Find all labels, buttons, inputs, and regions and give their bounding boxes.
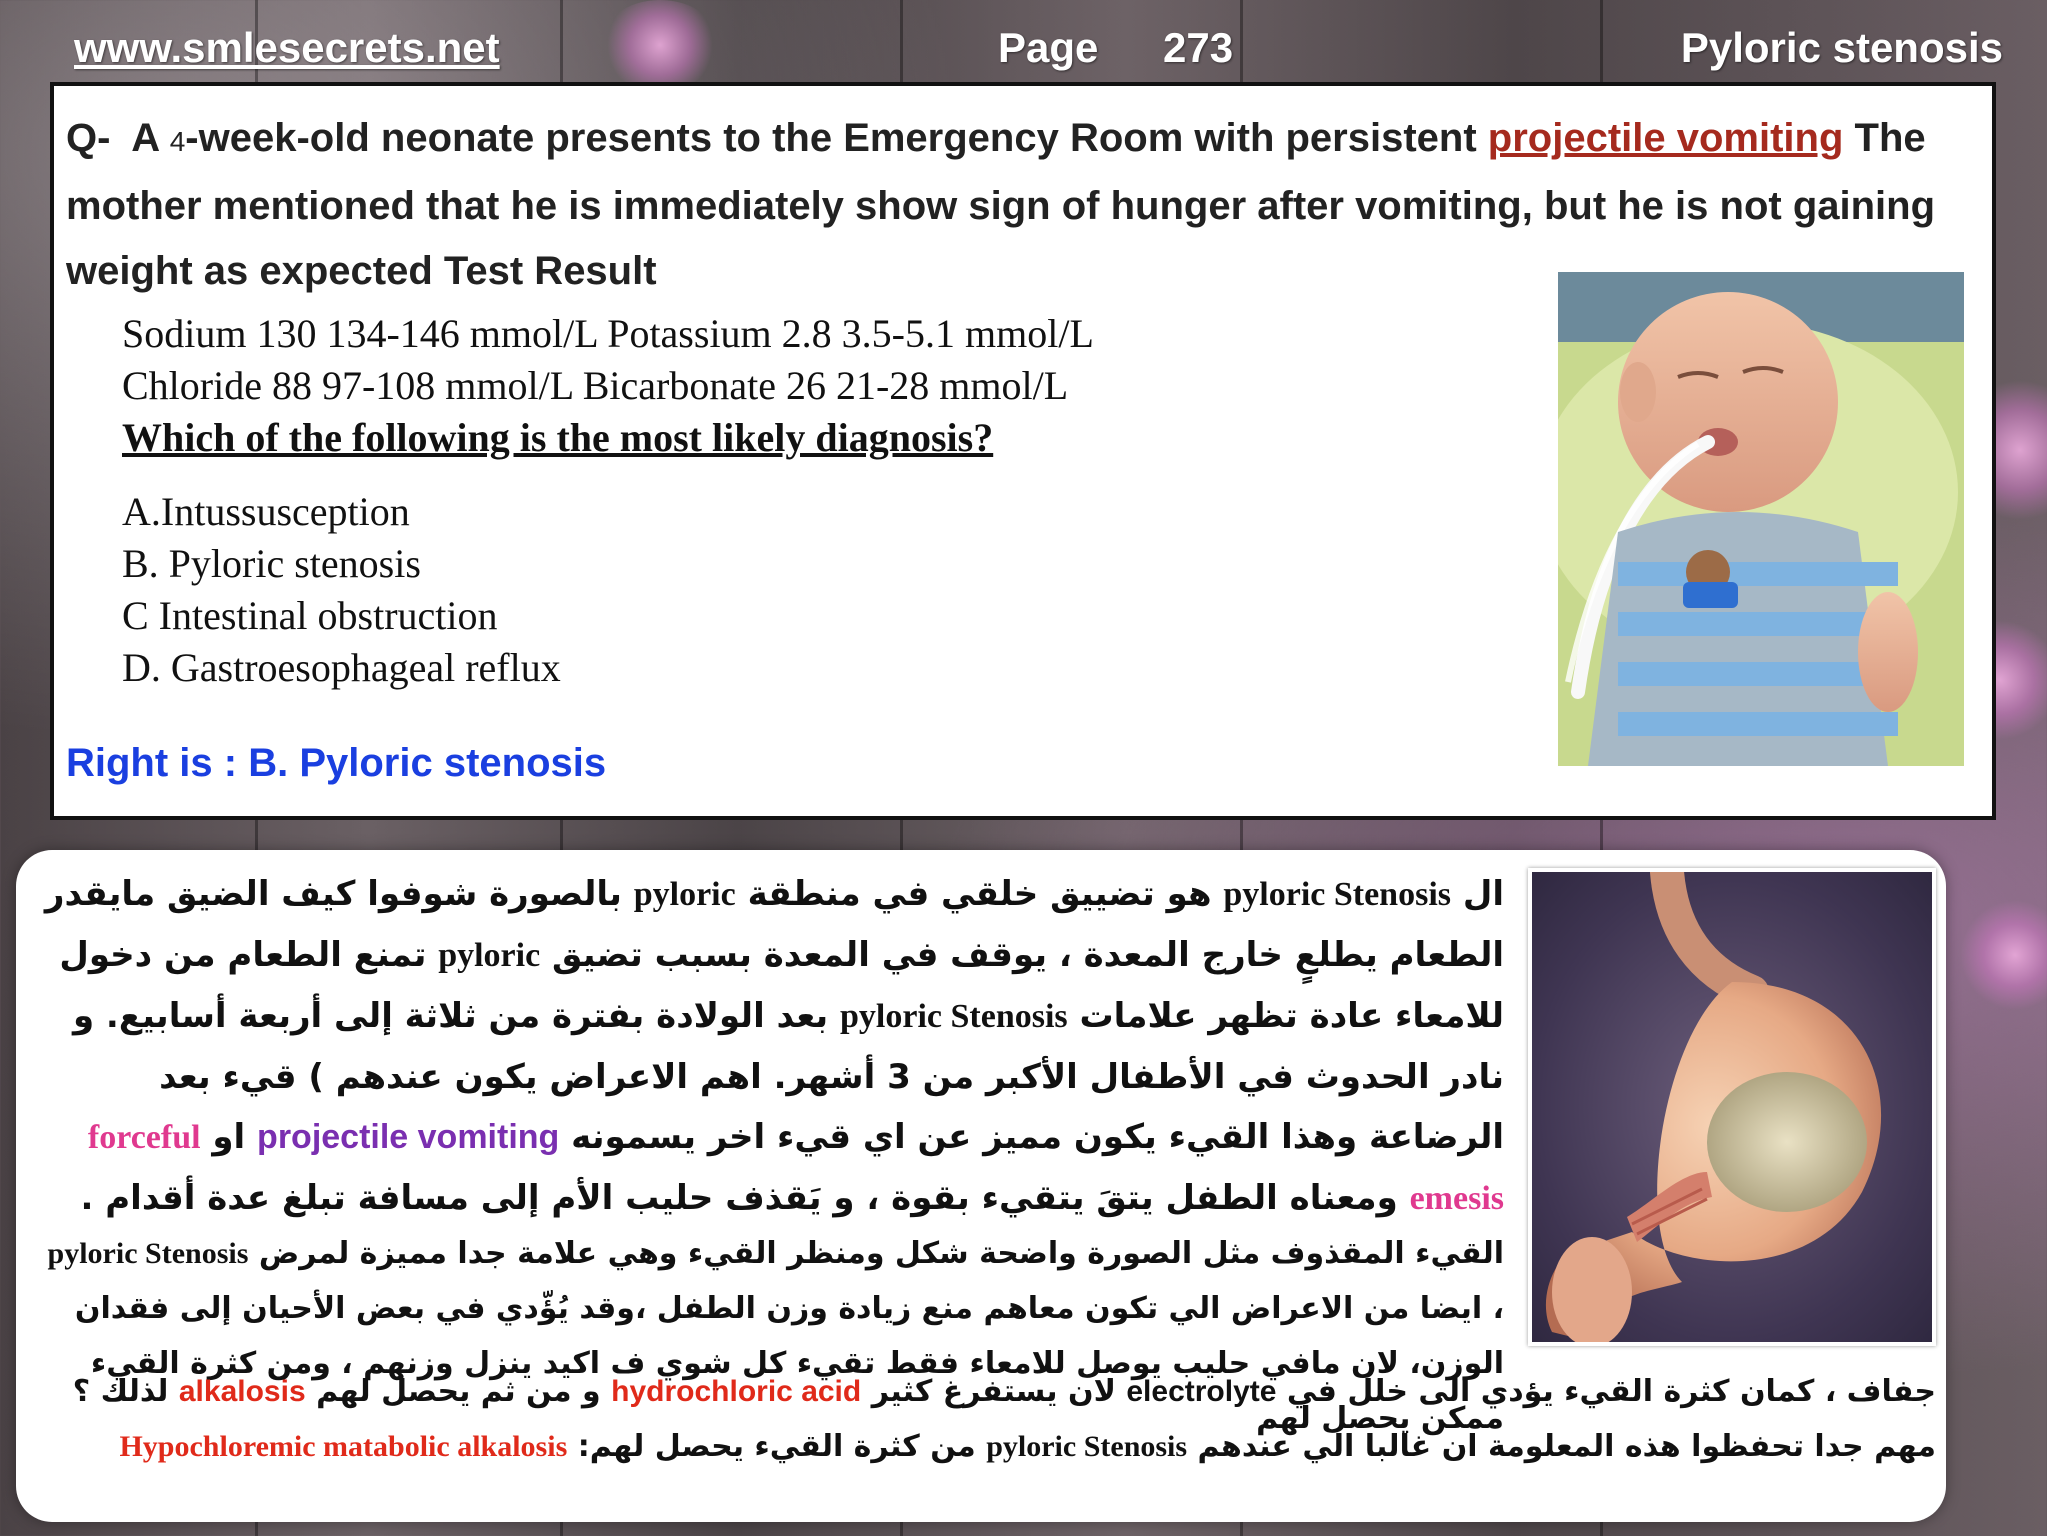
term-projectile-vomiting: projectile vomiting xyxy=(257,1118,560,1156)
text-segment: ال xyxy=(1462,874,1504,914)
text-segment: ، ايضا من الاعراض الي تكون معاهم منع زيادة وزن الطفل ،وقد يُؤّدي في بعض الأحيان إلى فقدان الوزن، لان مافي حليب يوصل للامعاء فقط تقيء كل شوي ف اكيد ينزل وزنهم ، ومن كثرة القيء ممكن يحصل لهم xyxy=(74,1291,1504,1436)
term-forceful: forceful xyxy=(87,1119,201,1156)
term-electrolyte: electrolyte xyxy=(1126,1375,1277,1408)
lab-line: Chloride 88 97-108 mmol/L Bicarbonate 26 21-28 mmol/L xyxy=(122,363,1069,408)
page-topic: Pyloric stenosis xyxy=(1680,24,2003,71)
text-segment: ومعناه الطفل يتقَ يتقيء بقوة ، و يَقذف حليب الأم إلى مسافة تبلغ عدة أقدام . xyxy=(80,1178,1398,1218)
question-prefix: Q- xyxy=(66,116,111,160)
page-header xyxy=(0,18,2047,78)
stomach-illustration xyxy=(1528,868,1936,1346)
text-segment: هو تضييق خلقي في منطقة xyxy=(747,874,1212,914)
question-ask: Which of the following is the most likely diagnosis? xyxy=(122,415,994,460)
answer-options xyxy=(122,486,561,694)
text-segment: لان يستفرغ كثير xyxy=(871,1374,1116,1409)
term-pyloric-stenosis: pyloric Stenosis xyxy=(840,998,1068,1035)
option-a[interactable]: A.Intussusception xyxy=(122,489,410,534)
text-segment: او xyxy=(212,1117,246,1157)
text-segment: بالصورة شوفوا كيف الضيق مايقدر الطعام يطلعٍ خارج المعدة ، يوقف في المعدة بسبب تضيق xyxy=(44,874,1504,975)
text-segment: و من ثم يحصل لهم xyxy=(316,1374,601,1409)
text-line xyxy=(16,1364,1936,1419)
question-article: A xyxy=(131,116,159,160)
text-segment: تمنع الطعام من دخول للامعاء عادة تظهر علامات xyxy=(59,935,1504,1036)
option-c[interactable]: C Intestinal obstruction xyxy=(122,593,498,638)
text-segment: القيء المقذوف مثل الصورة واضحة شكل ومنظر القيء وهي علامة جدا مميزة لمرض xyxy=(258,1236,1504,1271)
option-b[interactable]: B. Pyloric stenosis xyxy=(122,541,421,586)
site-link[interactable]: www.smlesecrets.net xyxy=(74,24,500,71)
baby-vomiting-image xyxy=(1558,272,1964,766)
text-segment: من كثرة القيء يحصل لهم: xyxy=(577,1429,976,1464)
page-number: 273 xyxy=(1163,24,1234,71)
term-alkalosis: alkalosis xyxy=(178,1375,306,1408)
option-d[interactable]: D. Gastroesophageal reflux xyxy=(122,645,561,690)
text-segment: جفاف ، كمان كثرة القيء يؤدي الى خلل في xyxy=(1286,1374,1936,1409)
text-segment: لذلك ؟ xyxy=(72,1374,169,1409)
term-hydrochloric-acid: hydrochloric acid xyxy=(611,1375,862,1408)
lab-results xyxy=(122,308,1094,464)
term-pyloric-stenosis: pyloric Stenosis xyxy=(986,1430,1188,1463)
page-label: Page xyxy=(998,24,1099,71)
stomach-anatomy-image xyxy=(1532,872,1932,1342)
term-pyloric-stenosis: pyloric Stenosis xyxy=(1223,876,1451,913)
term-pyloric: pyloric xyxy=(438,937,541,974)
question-age: 4 xyxy=(169,126,186,157)
explanation-paragraph-3 xyxy=(16,1364,1936,1474)
correct-answer: Right is : B. Pyloric stenosis xyxy=(66,741,607,785)
term-emesis: emesis xyxy=(1409,1180,1504,1217)
question-text-part2: The mother mentioned that he is immediately show sign of hunger after vomiting, but he is not gaining weight as expected Test Result xyxy=(66,116,1936,293)
term-pyloric: pyloric xyxy=(633,876,736,913)
question-text-part1: -week-old neonate presents to the Emergency Room with persistent xyxy=(185,116,1477,160)
term-pyloric-stenosis: pyloric Stenosis xyxy=(47,1237,249,1270)
question-card xyxy=(50,82,1996,820)
term-hypochloremic-alkalosis: Hypochloremic matabolic alkalosis xyxy=(119,1430,568,1463)
text-line xyxy=(16,1419,1936,1474)
explanation-card xyxy=(16,850,1946,1522)
text-segment: بعد الولادة بفترة من ثلاثة إلى أربعة أسابيع. و نادر الحدوث في الأطفال الأكبر من 3 أشهر. اهم الاعراض يكون عندهم ) قيء بعد الرضاعة وهذا القيء يكون مميز عن اي قيء اخر يسمونه xyxy=(72,996,1504,1157)
explanation-paragraph-1 xyxy=(44,864,1504,1229)
lab-line: Sodium 130 134-146 mmol/L Potassium 2.8 3.5-5.1 mmol/L xyxy=(122,311,1094,356)
text-segment: مهم جدا تحفظوا هذه المعلومة ان غالبا الي عندهم xyxy=(1197,1429,1936,1464)
baby-photo xyxy=(1558,272,1964,766)
question-highlight: projectile vomiting xyxy=(1487,116,1844,160)
flower-decoration xyxy=(1960,900,2047,1010)
